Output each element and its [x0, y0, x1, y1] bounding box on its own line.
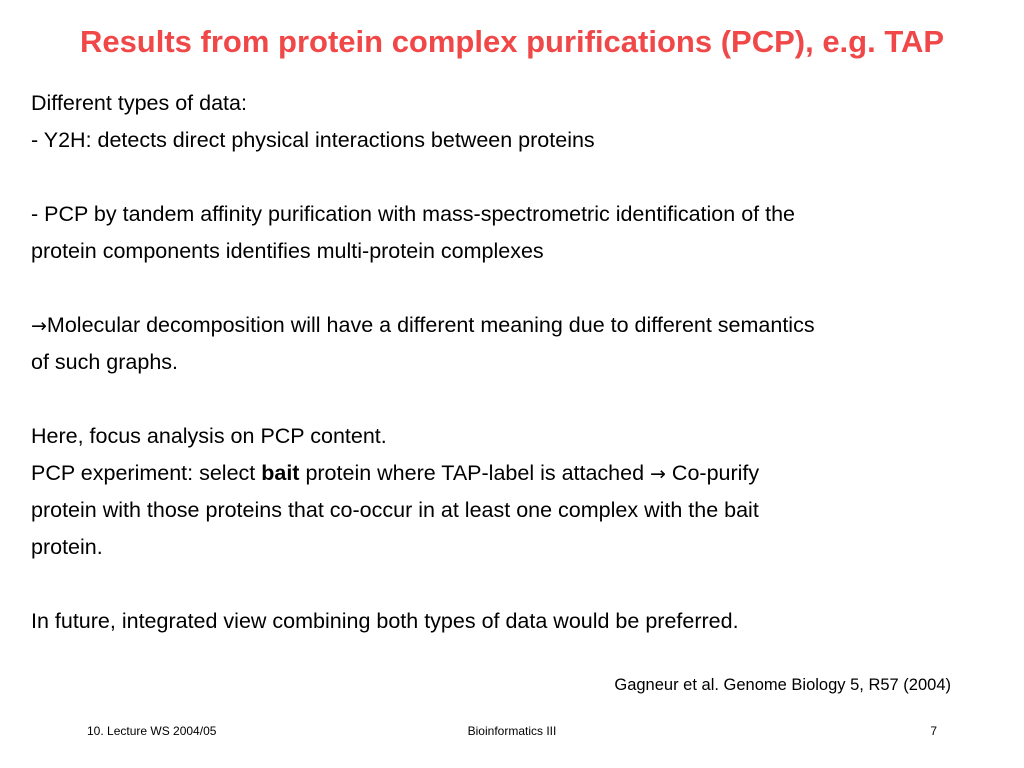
footer-lecture: 10. Lecture WS 2004/05	[87, 724, 217, 738]
blank-line	[31, 566, 991, 603]
right-arrow-icon: →	[31, 315, 47, 337]
body-line-decomposition-2: of such graphs.	[31, 350, 179, 374]
experiment-text-c: Co-purify	[665, 461, 760, 485]
body-line-pcp-2: protein components identifies multi-protein complexes	[31, 239, 544, 263]
body-line-experiment-1	[31, 455, 991, 492]
slide-title: Results from protein complex purifications (PCP), e.g. TAP	[79, 24, 945, 59]
citation: Gagneur et al. Genome Biology 5, R57 (2004)	[614, 676, 951, 694]
footer-course: Bioinformatics III	[467, 724, 557, 738]
right-arrow-icon: →	[650, 463, 666, 485]
body-line-decomposition-1	[31, 307, 991, 344]
body-line-intro: Different types of data:	[31, 91, 247, 115]
bait-keyword: bait	[261, 461, 300, 485]
blank-line	[31, 159, 991, 196]
body-line-y2h: - Y2H: detects direct physical interactions between proteins	[31, 128, 595, 152]
page-number: 7	[930, 724, 937, 738]
blank-line	[31, 270, 991, 307]
body-line-experiment-3: protein.	[31, 535, 103, 559]
body-line-pcp-1: - PCP by tandem affinity purification with mass-spectrometric identification of the	[31, 202, 795, 226]
body-line-experiment-2: protein with those proteins that co-occur in at least one complex with the bait	[31, 498, 759, 522]
body-line-future: In future, integrated view combining both types of data would be preferred.	[31, 609, 739, 633]
experiment-text-a: PCP experiment: select	[31, 461, 262, 485]
body-line-focus: Here, focus analysis on PCP content.	[31, 424, 387, 448]
experiment-text-b: protein where TAP-label is attached	[299, 461, 651, 485]
slide-body	[31, 85, 991, 640]
blank-line	[31, 381, 991, 418]
body-line-decomposition-text: Molecular decomposition will have a different meaning due to different semantics	[46, 313, 815, 337]
